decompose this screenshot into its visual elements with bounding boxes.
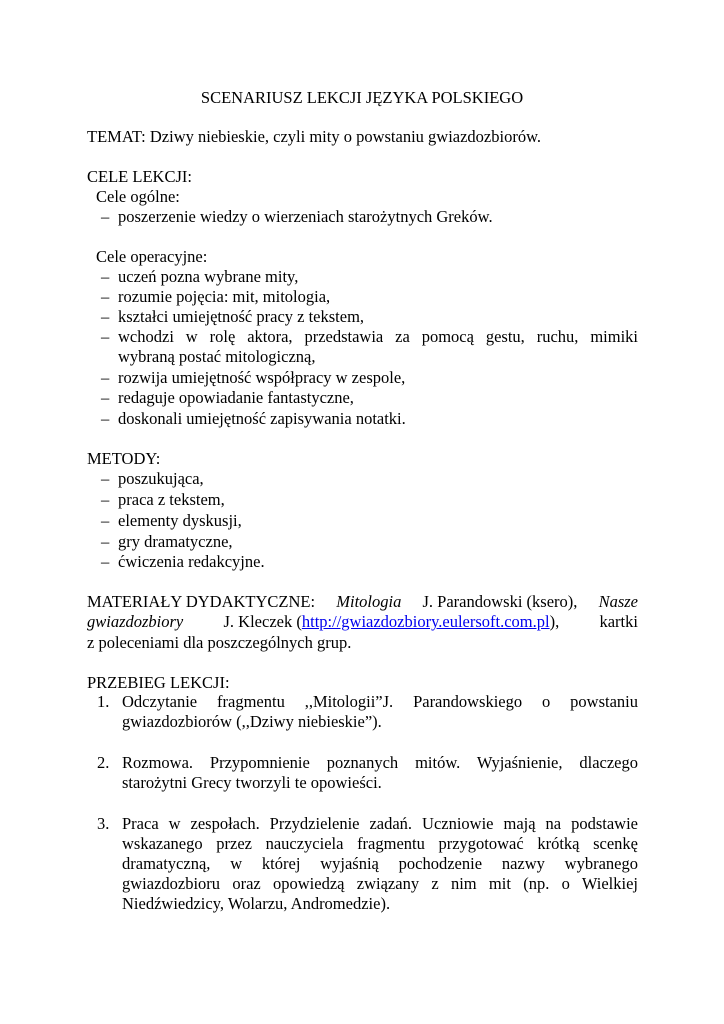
method-item: praca z tekstem,: [118, 490, 225, 509]
book-title-nasze: Nasze: [598, 592, 638, 611]
step-3-line-4: gwiazdozbioru oraz opowiedzą związany z nim mit (np. o Wielkiej: [122, 874, 638, 893]
book-author-kleczek-with-link: [224, 612, 560, 632]
step-3-line-3: dramatyczną, w której wyjaśnią pochodzenie nazwy wybranego: [122, 854, 638, 873]
dash-bullet: –: [101, 388, 110, 407]
goals-heading: CELE LEKCJI:: [87, 167, 192, 186]
materials-line-2: [87, 612, 638, 632]
dash-bullet: –: [101, 532, 110, 551]
operational-goal-item: redaguje opowiadanie fantastyczne,: [118, 388, 354, 407]
method-item: ćwiczenia redakcyjne.: [118, 552, 265, 571]
dash-bullet: –: [101, 207, 110, 226]
method-item: gry dramatyczne,: [118, 532, 233, 551]
operational-goals-heading: Cele operacyjne:: [96, 247, 208, 266]
dash-bullet: –: [101, 409, 110, 428]
procedure-heading: PRZEBIEG LEKCJI:: [87, 673, 230, 692]
document-title: SCENARIUSZ LEKCJI JĘZYKA POLSKIEGO: [200, 88, 524, 107]
operational-goal-item: uczeń pozna wybrane mity,: [118, 267, 299, 286]
methods-heading: METODY:: [87, 449, 161, 468]
step-number: 1.: [97, 692, 110, 711]
operational-goal-item: wchodzi w rolę aktora, przedstawia za pomocą gestu, ruchu, mimiki: [118, 327, 638, 346]
step-number: 3.: [97, 814, 110, 833]
dash-bullet: –: [101, 287, 110, 306]
operational-goal-item: rozumie pojęcia: mit, mitologia,: [118, 287, 331, 306]
dash-bullet: –: [101, 511, 110, 530]
operational-goal-item: rozwija umiejętność współpracy w zespole,: [118, 368, 406, 387]
materials-line-3: z poleceniami dla poszczególnych grup.: [87, 633, 352, 652]
materials-label: MATERIAŁY DYDAKTYCZNE:: [87, 592, 316, 611]
dash-bullet: –: [101, 327, 110, 346]
general-goals-heading: Cele ogólne:: [96, 187, 180, 206]
dash-bullet: –: [101, 368, 110, 387]
dash-bullet: –: [101, 307, 110, 326]
step-3-line-1: Praca w zespołach. Przydzielenie zadań. Uczniowie mają na podstawie: [122, 814, 638, 833]
materials-line-1: [87, 592, 638, 612]
step-1-line-1: Odczytanie fragmentu ,,Mitologii”J. Parandowskiego o powstaniu: [122, 692, 638, 711]
step-1-line-2: gwiazdozbiorów (,,Dziwy niebieskie”).: [122, 712, 382, 731]
book-title-mitologia: Mitologia: [336, 592, 402, 611]
general-goal-item: poszerzenie wiedzy o wierzeniach starożytnych Greków.: [118, 207, 493, 226]
method-item: poszukująca,: [118, 469, 204, 488]
dash-bullet: –: [101, 552, 110, 571]
step-3-line-2: wskazanego przez nauczyciela fragmentu przygotować krótką scenkę: [122, 834, 638, 853]
dash-bullet: –: [101, 490, 110, 509]
method-item: elementy dyskusji,: [118, 511, 242, 530]
dash-bullet: –: [101, 267, 110, 286]
step-number: 2.: [97, 753, 110, 772]
step-2-line-2: starożytni Grecy tworzyli te opowieści.: [122, 773, 382, 792]
step-3-line-5: Niedźwiedzicy, Wolarzu, Andromedzie).: [122, 894, 391, 913]
gwiazdozbiory-link[interactable]: http://gwiazdozbiory.eulersoft.com.pl: [301, 612, 550, 631]
operational-goal-item-continued: wybraną postać mitologiczną,: [118, 347, 316, 366]
dash-bullet: –: [101, 469, 110, 488]
operational-goal-item: kształci umiejętność pracy z tekstem,: [118, 307, 365, 326]
lesson-topic: TEMAT: Dziwy niebieskie, czyli mity o powstaniu gwiazdozbiorów.: [87, 127, 542, 146]
link-close: ),: [549, 612, 560, 631]
step-2-line-1: Rozmowa. Przypomnienie poznanych mitów. Wyjaśnienie, dlaczego: [122, 753, 638, 772]
book-author-kleczek: J. Kleczek (: [223, 612, 302, 631]
book-title-gwiazdozbiory: gwiazdozbiory: [87, 612, 184, 631]
book-author-parandowski: J. Parandowski (ksero),: [422, 592, 578, 611]
operational-goal-item: doskonali umiejętność zapisywania notatki.: [118, 409, 406, 428]
kartki-word: kartki: [599, 612, 638, 631]
